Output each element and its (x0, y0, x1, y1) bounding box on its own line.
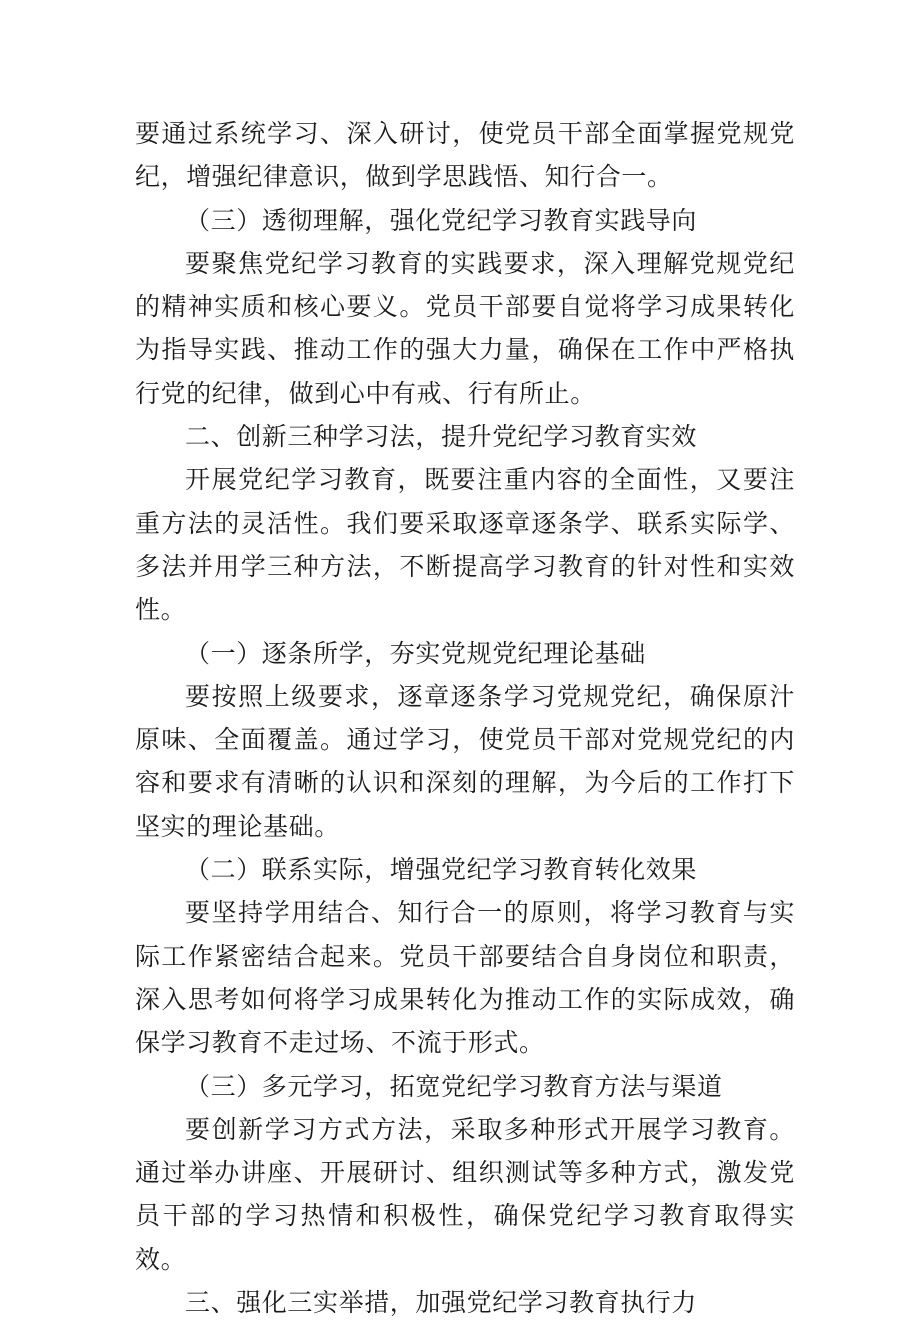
subheading-3-diverse-learning: （三）多元学习，拓宽党纪学习教育方法与渠道 (185, 1071, 723, 1101)
section-heading-3: 三、强化三实举措，加强党纪学习教育执行力 (185, 1288, 698, 1318)
paragraph: 要坚持学用结合、知行合一的原则，将学习教育与实际工作紧密结合起来。党员干部要结合自身岗位和职责，深入思考如何将学习成果转化为推动工作的实际成效，确保学习教育不走过场、不流于形式。 (135, 898, 795, 1058)
subheading-3-understanding: （三）透彻理解，强化党纪学习教育实践导向 (185, 205, 698, 235)
paragraph: 开展党纪学习教育，既要注重内容的全面性，又要注重方法的灵活性。我们要采取逐章逐条学、联系实际学、多法并用学三种方法，不断提高学习教育的针对性和实效性。 (135, 465, 795, 625)
document-body (135, 112, 795, 1324)
paragraph-continued: 要通过系统学习、深入研讨，使党员干部全面掌握党规党纪，增强纪律意识，做到学思践悟、知行合一。 (135, 119, 795, 192)
paragraph: 要按照上级要求，逐章逐条学习党规党纪，确保原汁原味、全面覆盖。通过学习，使党员干部对党规党纪的内容和要求有清晰的认识和深刻的理解，为今后的工作打下坚实的理论基础。 (135, 681, 795, 841)
section-heading-2: 二、创新三种学习法，提升党纪学习教育实效 (185, 422, 698, 452)
subheading-2-practice: （二）联系实际，增强党纪学习教育转化效果 (185, 855, 698, 885)
paragraph: 要聚焦党纪学习教育的实践要求，深入理解党规党纪的精神实质和核心要义。党员干部要自觉将学习成果转化为指导实践、推动工作的强大力量，确保在工作中严格执行党的纪律，做到心中有戒、行有所止。 (135, 248, 795, 408)
paragraph: 要创新学习方式方法，采取多种形式开展学习教育。通过举办讲座、开展研讨、组织测试等多种方式，激发党员干部的学习热情和积极性，确保党纪学习教育取得实效。 (135, 1114, 795, 1274)
subheading-1-article-study: （一）逐条所学，夯实党规党纪理论基础 (185, 638, 646, 668)
